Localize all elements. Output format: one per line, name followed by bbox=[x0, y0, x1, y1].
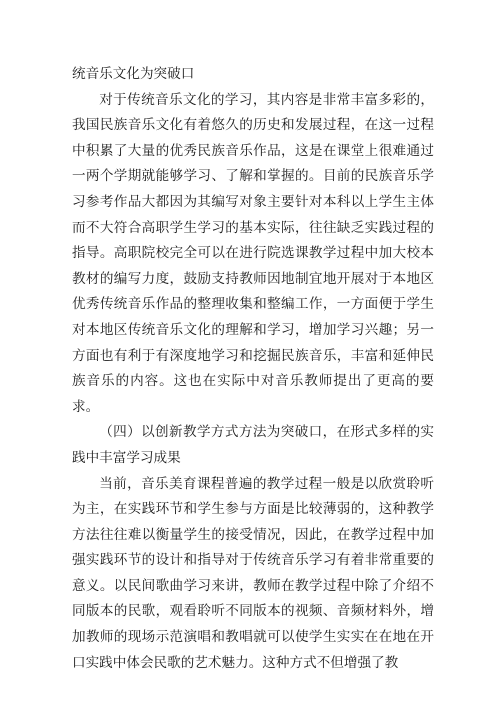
paragraph-practice-teaching: 当前，音乐美育课程普遍的教学过程一般是以欣赏聆听为主，在实践环节和学生参与方面是比较薄弱的，这种教学方法往往难以衡量学生的接受情况，因此，在教学过程中加强实践环节的设计和指导对于传统音乐学习有着非常重要的意义。以民间歌曲学习来讲，教师在教学过程中除了介绍不同版本的民歌，观看聆听不同版本的视频、音频材料外，增加教师的现场示范演唱和教唱就可以使学生实实在在地在开口实践中体会民歌的艺术魅力。这种方式不但增强了教 bbox=[72, 475, 434, 671]
paragraph-traditional-music-study: 对于传统音乐文化的学习，其内容是非常丰富多彩的，我国民族音乐文化有着悠久的历史和发展过程，在这一过程中积累了大量的优秀民族音乐作品，这是在课堂上很难通过一两个学期就能够学习、了解和掌握的。目前的民族音乐学习参考作品大都因为其编写对象主要针对本科以上学生主体而不大符合高职学生学习的基本实际，往往缺乏实践过程的指导。高职院校完全可以在进行院选课教学过程中加大校本教材的编写力度，鼓励支持教师因地制宜地开展对于本地区优秀传统音乐作品的整理收集和整编工作，一方面便于学生对本地区传统音乐文化的理解和学习，增加学习兴趣；另一方面也有利于有深度地学习和挖掘民族音乐，丰富和延伸民族音乐的内容。这也在实际中对音乐教师提出了更高的要求。 bbox=[72, 91, 434, 415]
document-page bbox=[72, 62, 434, 676]
paragraph-continuation: 统音乐文化为突破口 bbox=[72, 66, 195, 82]
section-heading-innovative-teaching: （四）以创新教学方式方法为突破口，在形式多样的实践中丰富学习成果 bbox=[72, 424, 434, 466]
